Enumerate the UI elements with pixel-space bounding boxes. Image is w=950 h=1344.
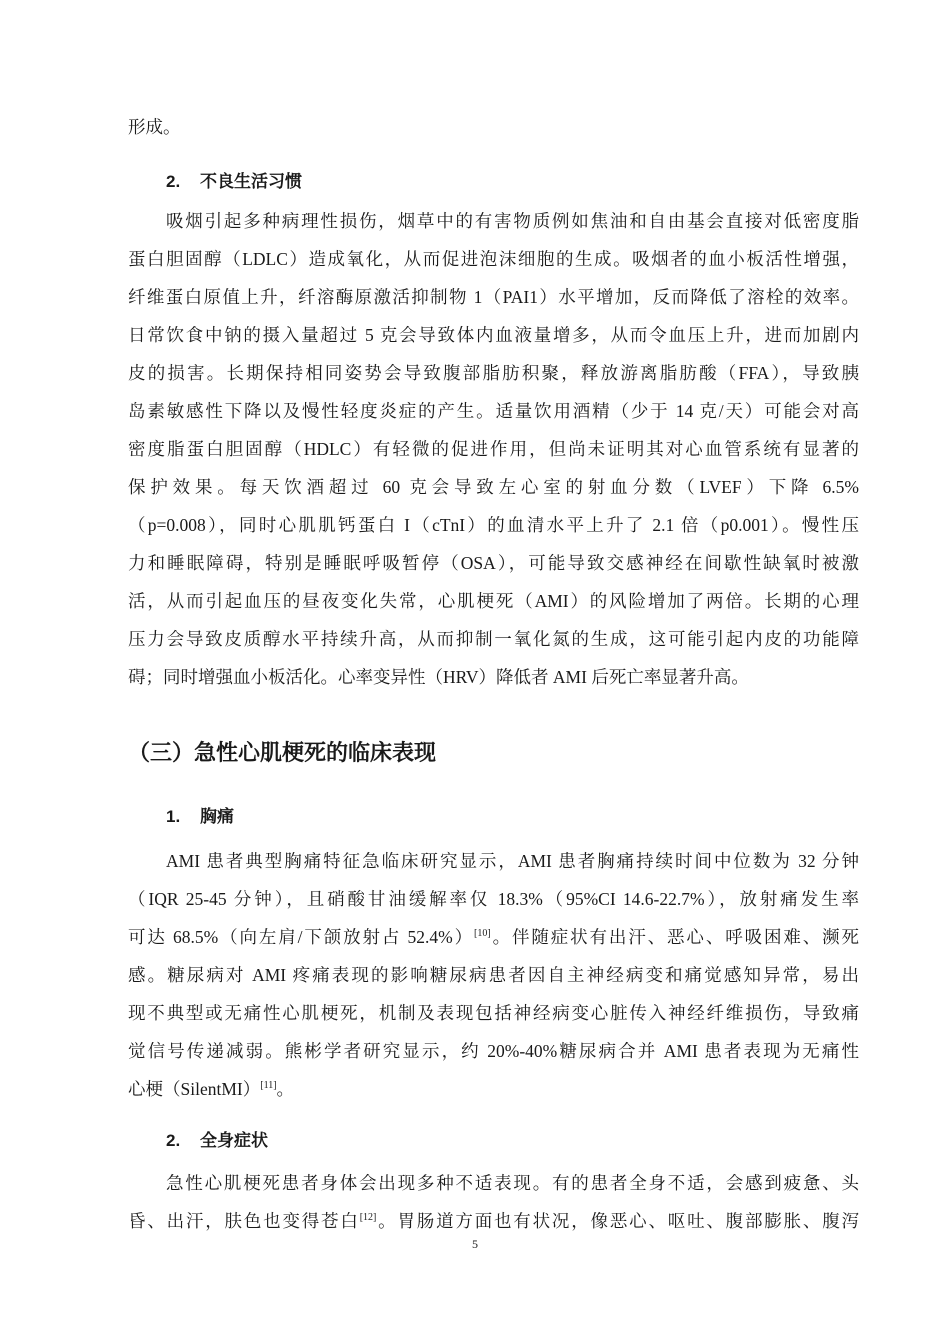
- citation-ref: [11]: [260, 1080, 277, 1091]
- citation-ref: [12]: [359, 1212, 377, 1223]
- line-text: 可达 68.5%（向左肩/下颌放射占 52.4%）: [128, 927, 475, 947]
- line-text: 。: [276, 1079, 295, 1099]
- paragraph-line: 现不典型或无痛性心肌梗死，机制及表现包括神经病变心脏传入神经纤维损伤，导致痛: [128, 1003, 859, 1023]
- paragraph-line: 纤维蛋白原值上升，纤溶酶原激活抑制物 1（PAI1）水平增加，反而降低了溶栓的效率。: [128, 287, 859, 307]
- paragraph-line: 皮的损害。长期保持相同姿势会导致腹部脂肪积聚，释放游离脂肪酸（FFA），导致胰: [128, 363, 859, 383]
- paragraph-line: AMI 患者典型胸痛特征急临床研究显示，AMI 患者胸痛持续时间中位数为 32 分钟: [166, 851, 859, 871]
- paragraph-line: 保护效果。每天饮酒超过 60 克会导致左心室的射血分数（LVEF）下降 6.5%: [128, 477, 859, 497]
- continuation-text: 形成。: [128, 117, 181, 137]
- paragraph-line: 力和睡眠障碍，特别是睡眠呼吸暂停（OSA），可能导致交感神经在间歇性缺氧时被激: [128, 553, 859, 573]
- paragraph-line: [128, 918, 859, 956]
- subheading-number: 1.: [166, 807, 181, 826]
- subheading-title: 全身症状: [200, 1131, 268, 1150]
- subheading-lifestyle: [166, 167, 302, 197]
- paragraph-line: 活，从而引起血压的昼夜变化失常，心肌梗死（AMI）的风险增加了两倍。长期的心理: [128, 591, 859, 611]
- line-text: 。伴随症状有出汗、恶心、呼吸困难、濒死: [490, 927, 859, 947]
- paragraph-line: 压力会导致皮质醇水平持续升高，从而抑制一氧化氮的生成，这可能引起内皮的功能障: [128, 629, 859, 649]
- line-text: 昏、出汗，肤色也变得苍白: [128, 1211, 360, 1231]
- line-text: 心梗（SilentMI）: [128, 1079, 261, 1099]
- subheading-number: 2.: [166, 172, 181, 191]
- paragraph-line: （IQR 25-45 分钟），且硝酸甘油缓解率仅 18.3%（95%CI 14.6-22.7%），放射痛发生率: [128, 889, 859, 909]
- paragraph-line: 急性心肌梗死患者身体会出现多种不适表现。有的患者全身不适，会感到疲惫、头: [166, 1173, 859, 1193]
- paragraph-line: 蛋白胆固醇（LDLC）造成氧化，从而促进泡沫细胞的生成。吸烟者的血小板活性增强，: [128, 249, 859, 269]
- paragraph-line: （p=0.008），同时心肌肌钙蛋白 I（cTnI）的血清水平上升了 2.1 倍（p0.001）。慢性压: [128, 515, 859, 535]
- paragraph-line: 日常饮食中钠的摄入量超过 5 克会导致体内血液量增多，从而令血压上升，进而加剧内: [128, 325, 859, 345]
- subheading-number: 2.: [166, 1131, 181, 1150]
- paragraph-line: 觉信号传递减弱。熊彬学者研究显示，约 20%-40%糖尿病合并 AMI 患者表现为无痛性: [128, 1041, 859, 1061]
- paragraph-line: [128, 1070, 859, 1108]
- paragraph-line: 感。糖尿病对 AMI 疼痛表现的影响糖尿病患者因自主神经病变和痛觉感知异常，易出: [128, 965, 859, 985]
- line-text: 。胃肠道方面也有状况，像恶心、呕吐、腹部膨胀、腹泻: [376, 1211, 859, 1231]
- page-number: 5: [472, 1237, 478, 1251]
- citation-ref: [10]: [474, 928, 491, 939]
- paragraph-line: 碍；同时增强血小板活化。心率变异性（HRV）降低者 AMI 后死亡率显著升高。: [128, 667, 749, 687]
- paragraph-line: 密度脂蛋白胆固醇（HDLC）有轻微的促进作用，但尚未证明其对心血管系统有显著的: [128, 439, 859, 459]
- paragraph-line: 岛素敏感性下降以及慢性轻度炎症的产生。适量饮用酒精（少于 14 克/天）可能会对高: [128, 401, 859, 421]
- paragraph-line: [128, 1202, 859, 1240]
- section-heading: （三）急性心肌梗死的临床表现: [128, 740, 437, 765]
- subheading-title: 不良生活习惯: [200, 172, 302, 191]
- subheading-systemic: [166, 1126, 268, 1156]
- subheading-chest-pain: [166, 802, 234, 832]
- subheading-title: 胸痛: [200, 807, 234, 826]
- paragraph-line: 吸烟引起多种病理性损伤，烟草中的有害物质例如焦油和自由基会直接对低密度脂: [166, 211, 859, 231]
